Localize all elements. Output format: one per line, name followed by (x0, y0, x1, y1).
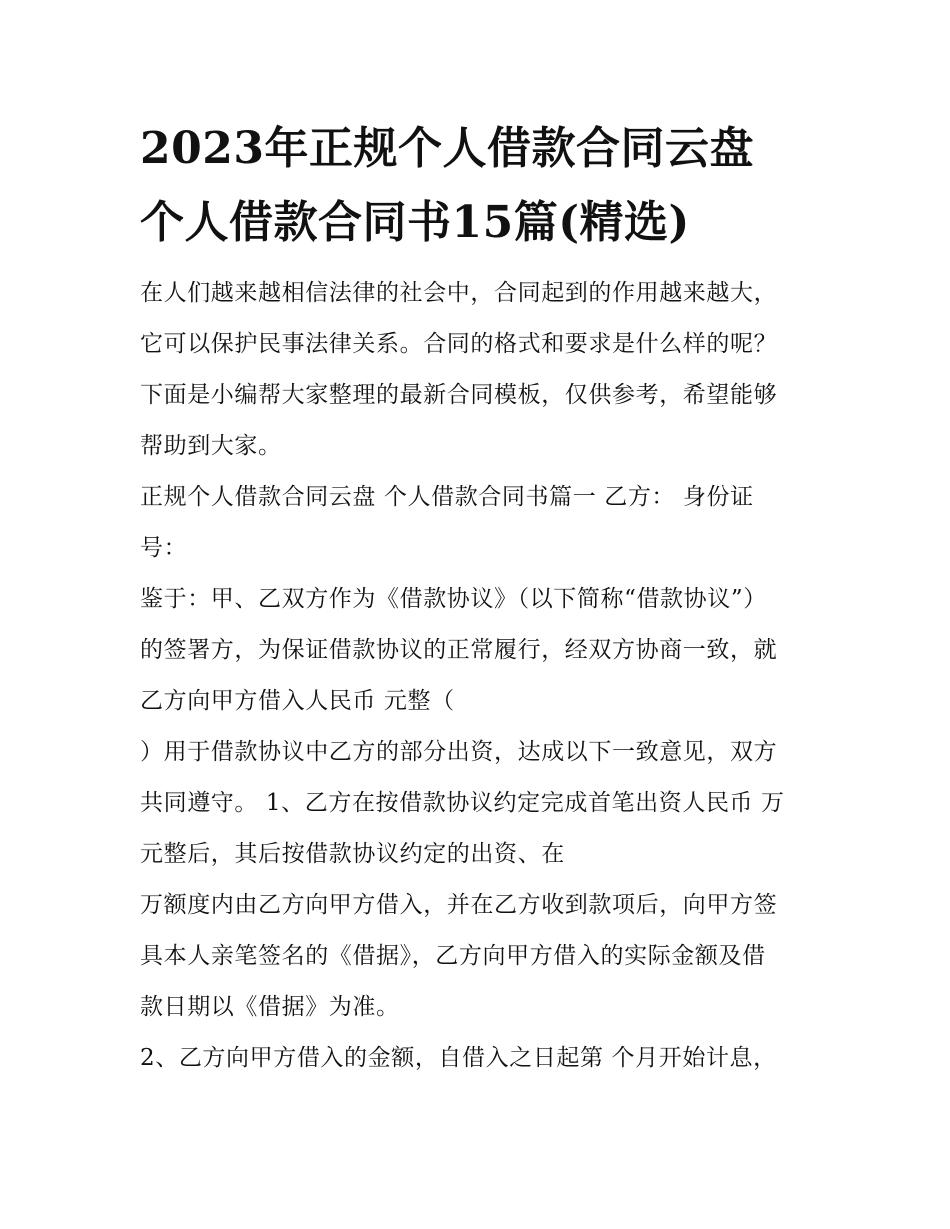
title-line-2: 个人借款合同书15篇(精选) (140, 197, 690, 248)
body-line: 鉴于：甲、乙双方作为《借款协议》（以下简称“借款协议”） (140, 586, 767, 612)
body-line: 正规个人借款合同云盘 个人借款合同书篇一 乙方： 身份证 (140, 484, 754, 510)
body-line: 的签署方，为保证借款协议的正常履行，经双方协商一致，就 (140, 637, 778, 663)
body-line: 号： (140, 535, 188, 561)
document-body (140, 268, 816, 1084)
body-line: 乙方向甲方借入人民币 元整（ (140, 688, 455, 714)
body-line: 具本人亲笔签名的《借据》，乙方向甲方借入的实际金额及借 (140, 943, 766, 969)
body-line: 共同遵守。 1、乙方在按借款协议约定完成首笔出资人民币 万 (140, 790, 785, 816)
body-line: 下面是小编帮大家整理的最新合同模板，仅供参考，希望能够 (140, 382, 778, 408)
body-line: 2、乙方向甲方借入的金额，自借入之日起第 个月开始计息， (140, 1045, 777, 1071)
title-line-1: 2023年正规个人借款合同云盘 (140, 123, 754, 174)
body-line: ）用于借款协议中乙方的部分出资，达成以下一致意见，双方 (140, 739, 778, 765)
document-title (140, 112, 816, 260)
body-line: 帮助到大家。 (140, 433, 282, 459)
document-page (140, 112, 816, 1084)
body-line: 它可以保护民事法律关系。合同的格式和要求是什么样的呢？ (140, 331, 778, 357)
body-line: 款日期以《借据》为准。 (140, 994, 400, 1020)
body-line: 元整后，其后按借款协议约定的出资、在 (140, 841, 565, 867)
body-line: 万额度内由乙方向甲方借入，并在乙方收到款项后，向甲方签 (140, 892, 778, 918)
body-line: 在人们越来越相信法律的社会中，合同起到的作用越来越大， (140, 280, 778, 306)
